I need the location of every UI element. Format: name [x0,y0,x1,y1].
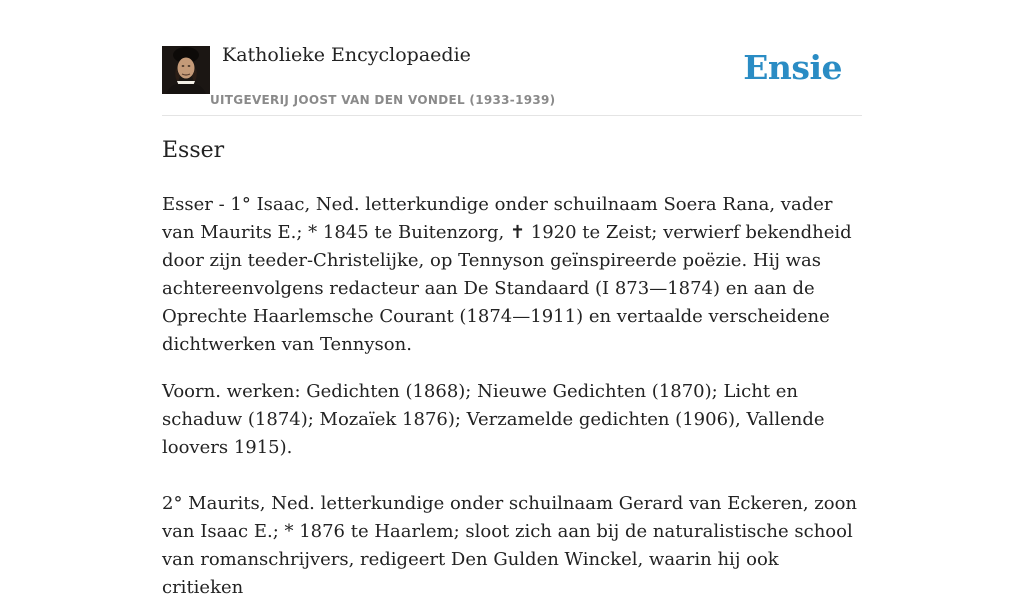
publisher-label: UITGEVERIJ JOOST VAN DEN VONDEL (1933-1939) [210,93,556,107]
site-title[interactable]: Katholieke Encyclopaedie [222,44,471,66]
article-title: Esser [162,138,225,163]
article-body [162,191,862,602]
portrait-avatar-icon[interactable] [162,46,210,94]
paragraph: 2° Maurits, Ned. letterkundige onder schuilnaam Gerard van Eckeren, zoon van Isaac E.; * 1876 te Haarlem; sloot zich aan bij de naturalistische school van romanschrijvers, redigeert Den Gulden Winckel, waarin hij ook critieken [162,493,858,598]
paragraph: Esser - 1° Isaac, Ned. letterkundige onder schuilnaam Soera Rana, vader van Maurits E.; * 1845 te Buitenzorg, ✝ 1920 te Zeist; verwierf bekendheid door zijn teeder-Christelijke, op Tennyson geïnspireerde poëzie. Hij was achtereenvolgens redacteur aan De Standaard (I 873—1874) en aan de Oprechte Haarlemsche Courant (1874—1911) en vertaalde verscheidene dichtwerken van Tennyson. [162,194,852,355]
paragraph: Voorn. werken: Gedichten (1868); Nieuwe Gedichten (1870); Licht en schaduw (1874); Mozaïek 1876); Verzamelde gedichten (1906), Vallende loovers 1915). [162,381,825,458]
site-header [162,0,862,116]
ensie-logo[interactable]: Ensie [743,48,842,87]
